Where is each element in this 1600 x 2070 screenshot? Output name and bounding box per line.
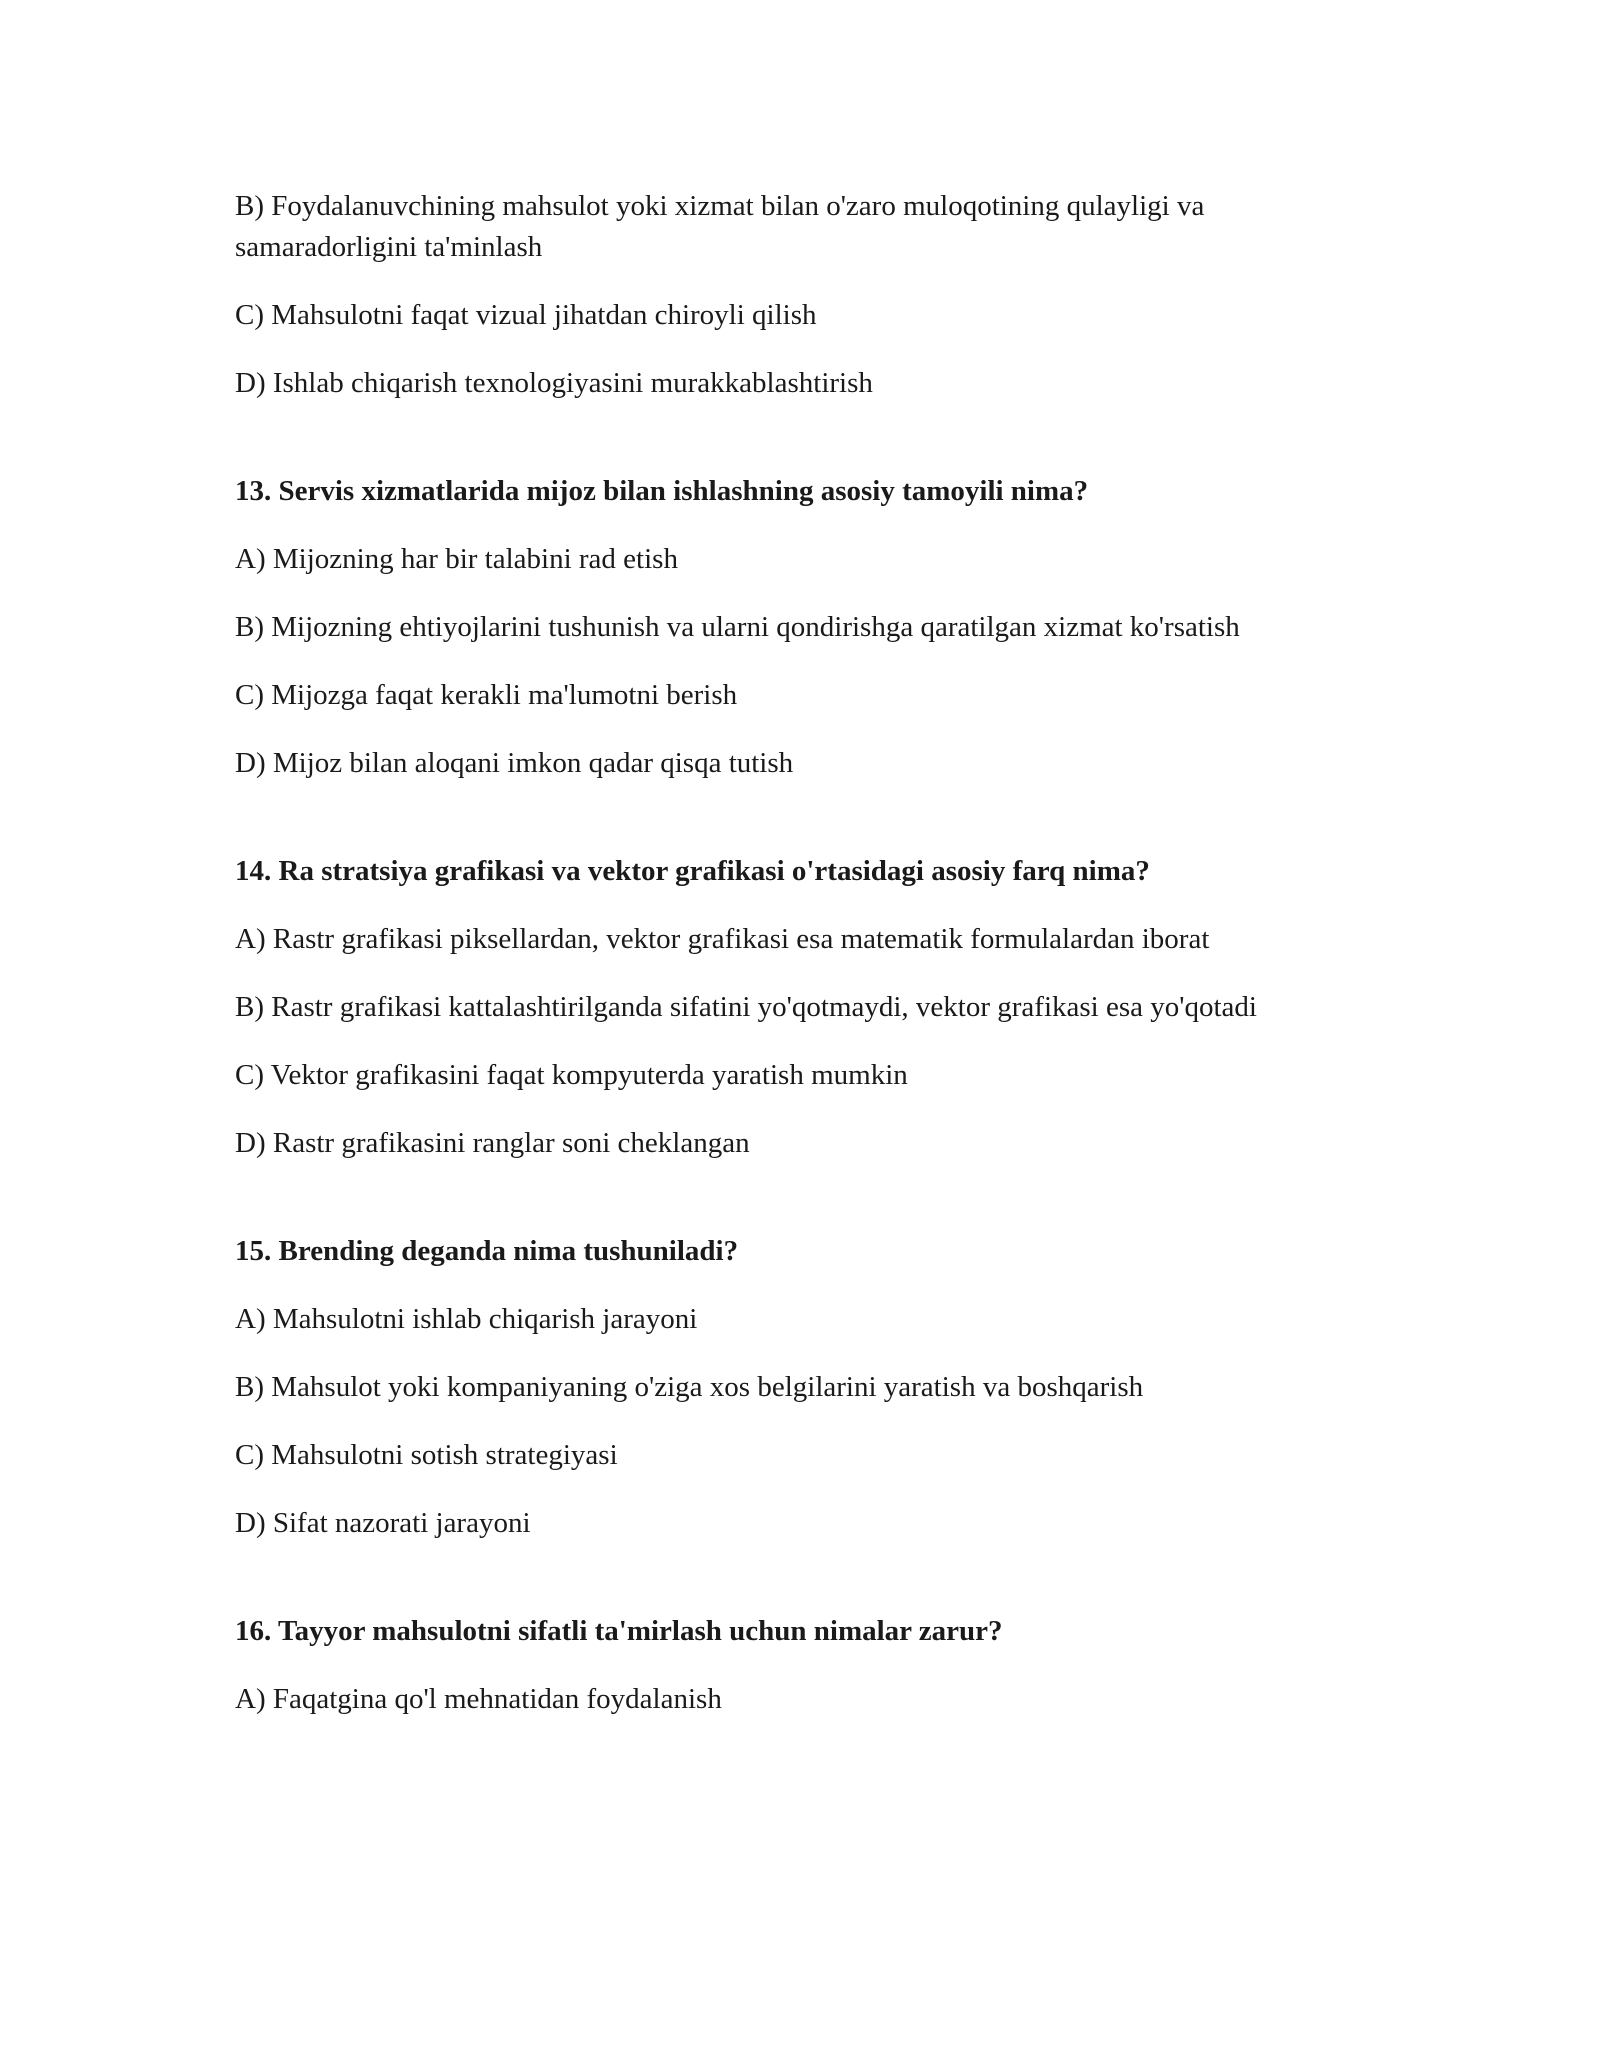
option-c: C) Mahsulotni faqat vizual jihatdan chiroyli qilish [235, 299, 817, 331]
question-13 [235, 471, 1395, 784]
option-d: D) Rastr grafikasini ranglar soni cheklangan [235, 1127, 750, 1159]
option-a: A) Rastr grafikasi piksellardan, vektor grafikasi esa matematik formulalardan iborat [235, 923, 1210, 955]
option-b: B) Mijozning ehtiyojlarini tushunish va ularni qondirishga qaratilgan xizmat ko'rsatish [235, 611, 1240, 643]
option-c: C) Mijozga faqat kerakli ma'lumotni berish [235, 679, 738, 711]
option-a: A) Faqatgina qo'l mehnatidan foydalanish [235, 1683, 722, 1715]
intro-block [235, 186, 1395, 404]
question-title: 13. Servis xizmatlarida mijoz bilan ishlashning asosiy tamoyili nima? [235, 475, 1089, 507]
question-title: 14. Ra stratsiya grafikasi va vektor grafikasi o'rtasidagi asosiy farq nima? [235, 855, 1150, 887]
option-c: C) Vektor grafikasini faqat kompyuterda yaratish mumkin [235, 1059, 908, 1091]
option-b-line-2: samaradorligini ta'minlash [235, 231, 543, 263]
option-b: B) Mahsulot yoki kompaniyaning o'ziga xos belgilarini yaratish va boshqarish [235, 1371, 1144, 1403]
option-b: B) Rastr grafikasi kattalashtirilganda sifatini yo'qotmaydi, vektor grafikasi esa yo'qotadi [235, 991, 1257, 1023]
option-d: D) Sifat nazorati jarayoni [235, 1507, 531, 1539]
document-page [235, 186, 1395, 1747]
question-16 [235, 1611, 1395, 1720]
option-c: C) Mahsulotni sotish strategiyasi [235, 1439, 618, 1471]
option-a: A) Mijozning har bir talabini rad etish [235, 543, 678, 575]
option-b-line-1: B) Foydalanuvchining mahsulot yoki xizmat bilan o'zaro muloqotining qulayligi va [235, 190, 1205, 222]
question-title: 15. Brending deganda nima tushuniladi? [235, 1235, 739, 1267]
option-d: D) Ishlab chiqarish texnologiyasini murakkablashtirish [235, 367, 873, 399]
option-d: D) Mijoz bilan aloqani imkon qadar qisqa tutish [235, 747, 794, 779]
question-15 [235, 1231, 1395, 1544]
option-a: A) Mahsulotni ishlab chiqarish jarayoni [235, 1303, 698, 1335]
question-title: 16. Tayyor mahsulotni sifatli ta'mirlash uchun nimalar zarur? [235, 1615, 1003, 1647]
question-14 [235, 851, 1395, 1164]
